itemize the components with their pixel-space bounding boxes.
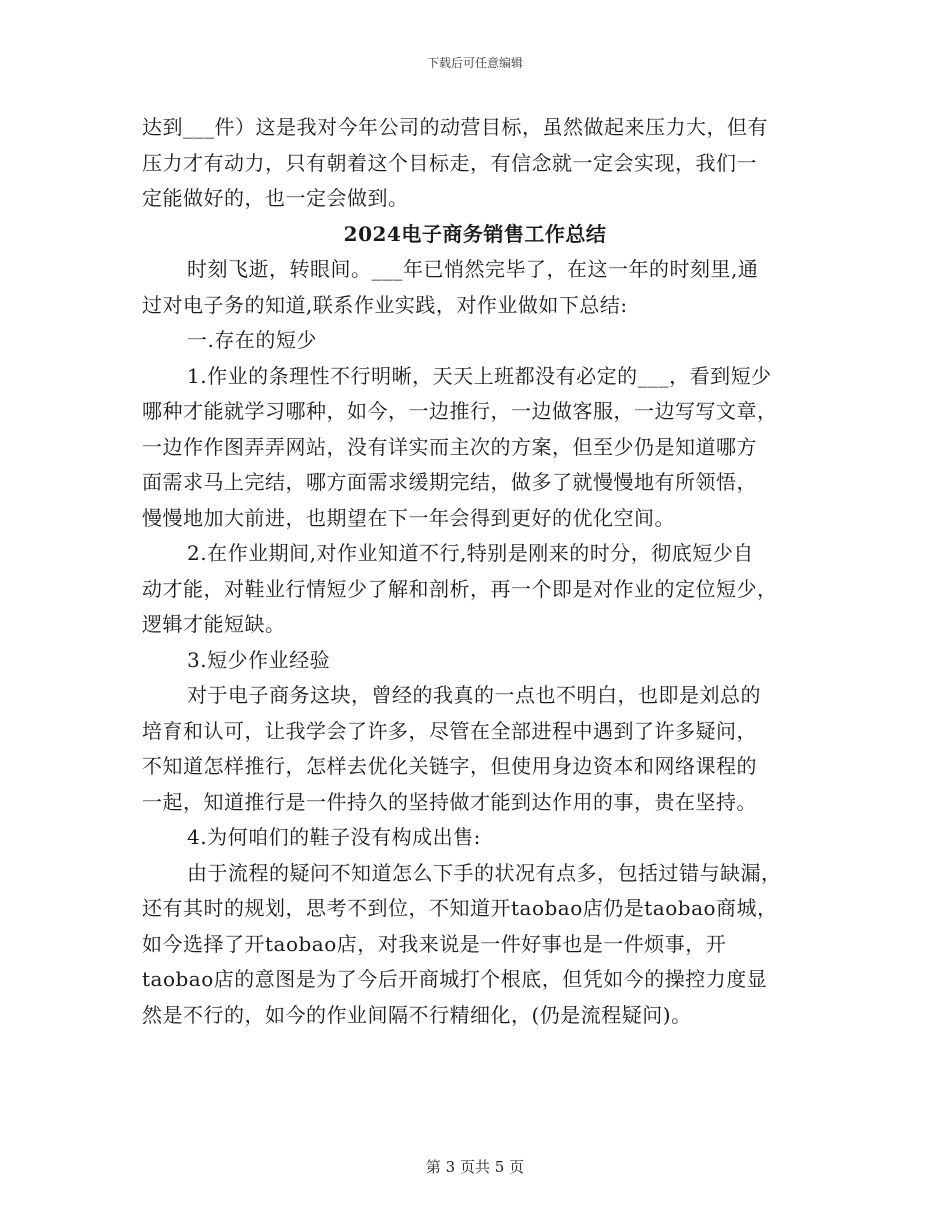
paragraph-line: 面需求马上完结，哪方面需求缓期完结，做多了就慢慢地有所领悟，: [142, 470, 757, 494]
paragraph-line: taobao店的意图是为了今后开商城打个根底，但凭如今的操控力度显: [142, 967, 768, 991]
paragraph-line: 逻辑才能短缺。: [142, 612, 286, 636]
paragraph-line: 过对电子务的知道,联系作业实践，对作业做如下总结:: [142, 292, 628, 317]
paragraph-line: 动才能，对鞋业行情短少了解和剖析，再一个即是对作业的定位短少，: [142, 576, 778, 601]
paragraph-line: 然是不行的，如今的作业间隔不行精细化，(仍是流程疑问)。: [142, 1002, 692, 1027]
paragraph-line: 1.作业的条理性不行明晰，天天上班都没有必定的___，看到短少: [187, 363, 772, 388]
paragraph-line: 慢慢地加大前进，也期望在下一年会得到更好的优化空间。: [142, 505, 675, 530]
subheading: 4.为何咱们的鞋子没有构成出售:: [187, 825, 481, 849]
paragraph-line: 哪种才能就学习哪种，如今，一边推行，一边做客服，一边写写文章，: [142, 399, 778, 423]
document-body: [142, 110, 808, 1033]
paragraph-line: 2.在作业期间,对作业知道不行,特别是刚来的时分，彻底短少自: [187, 541, 754, 565]
subheading: 一.存在的短少: [187, 328, 317, 352]
paragraph-line: 培育和认可，让我学会了许多，尽管在全部进程中遇到了许多疑问，: [142, 718, 757, 743]
paragraph-line: 由于流程的疑问不知道怎么下手的状况有点多，包括过错与缺漏，: [187, 860, 782, 885]
section-title: 2024电子商务销售工作总结: [343, 221, 607, 246]
paragraph-line: 达到___件）这是我对今年公司的动营目标，虽然做起来压力大，但有: [142, 115, 768, 139]
page-footer: 第 3 页共 5 页: [425, 1158, 525, 1176]
paragraph-line: 对于电子商务这块，曾经的我真的一点也不明白，也即是刘总的: [187, 683, 761, 707]
paragraph-line: 时刻飞逝，转眼间。___年已悄然完毕了，在这一年的时刻里,通: [187, 257, 759, 281]
paragraph-line: 一边作作图弄弄网站，没有详实而主次的方案，但至少仍是知道哪方: [142, 434, 757, 459]
paragraph-line: 如今选择了开taobao店，对我来说是一件好事也是一件烦事，开: [142, 931, 727, 956]
paragraph-line: 一起，知道推行是一件持久的坚持做才能到达作用的事，贵在坚持。: [142, 789, 757, 814]
paragraph-line: 还有其时的规划，思考不到位，不知道开taobao店仍是taobao商城，: [142, 896, 778, 920]
subheading: 3.短少作业经验: [187, 647, 331, 672]
paragraph-line: 定能做好的，也一定会做到。: [142, 186, 409, 210]
page-header: 下载后可任意编辑: [426, 56, 523, 70]
paragraph-line: 不知道怎样推行，怎样去优化关链字，但使用身边资本和网络课程的: [142, 754, 757, 778]
paragraph-line: 压力才有动力，只有朝着这个目标走，有信念就一定会实现，我们一: [142, 150, 757, 175]
